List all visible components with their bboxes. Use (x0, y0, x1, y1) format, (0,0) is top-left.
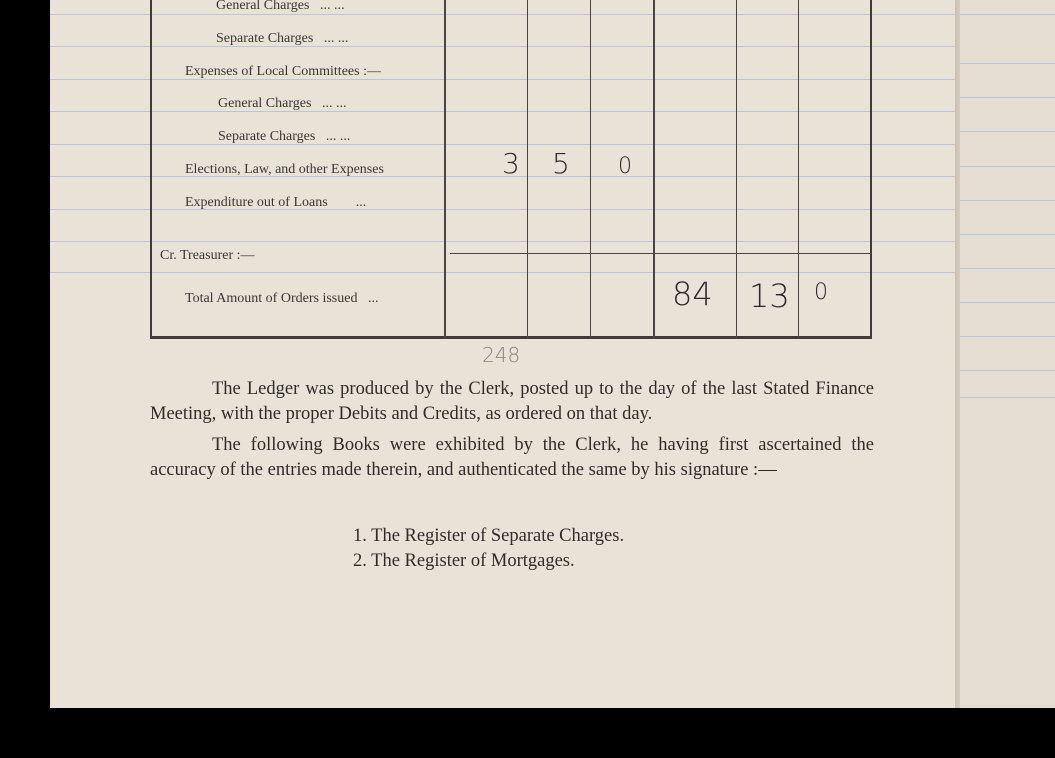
ruled-line (960, 234, 1055, 235)
row-general-charges-2: General Charges ... ... (218, 96, 347, 111)
books-paragraph: The following Books were exhibited by the Clerk, he having first ascertained the accuracy of the entries made therein, and authenticated the same by his signature :— (150, 435, 874, 480)
row-cr-treasurer: Cr. Treasurer :— (160, 248, 255, 263)
ruled-line (960, 14, 1055, 15)
ruled-line (960, 370, 1055, 371)
column-divider (798, 0, 799, 339)
ruled-line (960, 397, 1055, 398)
facing-page (960, 0, 1055, 708)
elections-pence: 0 (618, 154, 632, 179)
column-divider (527, 0, 528, 339)
row-separate-charges-1: Separate Charges ... ... (216, 31, 349, 46)
page-number-mark: 248 (482, 343, 521, 367)
column-divider (444, 0, 446, 339)
total-rule (450, 253, 870, 254)
elections-shillings: 5 (552, 147, 570, 180)
total-shillings: 13 (749, 277, 790, 315)
ledger-table (150, 0, 872, 339)
row-general-charges-1: General Charges ... ... (216, 0, 345, 13)
total-pounds: 84 (672, 275, 713, 313)
ruled-line (960, 166, 1055, 167)
row-separate-charges-2: Separate Charges ... ... (218, 129, 351, 144)
book-item-mortgages: 2. The Register of Mortgages. (353, 551, 575, 571)
ruled-line (960, 97, 1055, 98)
ruled-line (960, 336, 1055, 337)
column-divider (653, 0, 655, 339)
row-expenditure-loans: Expenditure out of Loans ... (185, 195, 367, 210)
total-pence: 0 (814, 280, 828, 305)
ruled-line (960, 200, 1055, 201)
row-total-orders: Total Amount of Orders issued ... (185, 291, 379, 306)
book-item-separate-charges: 1. The Register of Separate Charges. (353, 526, 625, 546)
row-elections-law: Elections, Law, and other Expenses (185, 162, 384, 177)
ledger-page (50, 0, 960, 708)
column-divider (736, 0, 737, 339)
row-local-committees: Expenses of Local Committees :— (185, 64, 381, 79)
ruled-line (960, 131, 1055, 132)
column-divider (590, 0, 591, 339)
ruled-line (960, 63, 1055, 64)
ruled-line (960, 268, 1055, 269)
ruled-line (960, 302, 1055, 303)
ledger-paragraph: The Ledger was produced by the Clerk, posted up to the day of the last Stated Finance Meeting, with the proper Debits and Credits, as ordered on that day. (150, 379, 874, 424)
elections-pounds: 3 (502, 147, 520, 180)
